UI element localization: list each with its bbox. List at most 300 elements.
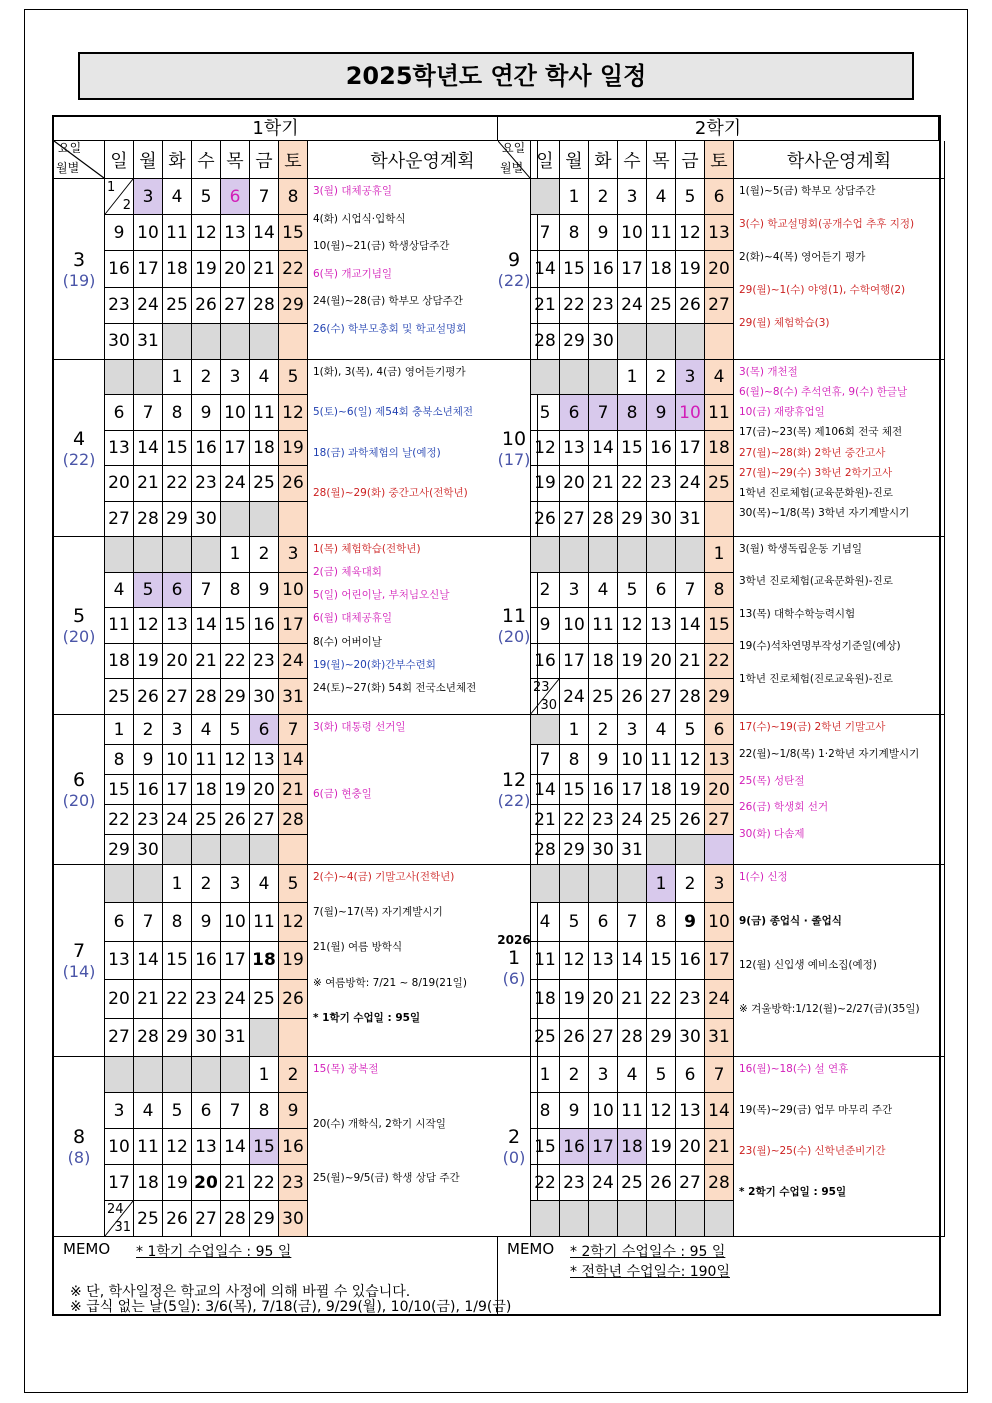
day-number: 19 [618, 644, 647, 680]
day-number: 25 [705, 466, 734, 501]
day-number: 24 [163, 805, 192, 835]
plan-notes [734, 715, 945, 865]
plan-note: 15(목) 광복절 [313, 1063, 379, 1075]
plan-note: 25(월)~9/5(금) 학생 상담 주간 [313, 1172, 460, 1185]
day-number: 3 [589, 1057, 618, 1093]
plan-note: 1(월)~5(금) 학부모 상담주간 [739, 185, 876, 197]
day-number: 19 [163, 1165, 192, 1201]
day-number [134, 360, 163, 395]
month-number: 8 [72, 1126, 86, 1148]
day-number: 29 [560, 835, 589, 865]
day-number [250, 835, 279, 865]
day-number: 18 [134, 1165, 163, 1201]
month-label [54, 1057, 105, 1237]
day-number: 27 [705, 805, 734, 835]
month-school-days: (0) [502, 1148, 526, 1167]
day-number: 21 [589, 466, 618, 501]
day-number: 3 [705, 865, 734, 903]
day-number [676, 324, 705, 360]
plan-note: ※ 겨울방학:1/12(월)~2/27(금)(35일) [739, 1003, 920, 1015]
day-number: 26 [279, 980, 308, 1018]
day-number: 16 [531, 644, 560, 680]
plan-note: 3(화) 대통령 선거일 [313, 721, 406, 733]
day-number: 16 [105, 251, 134, 287]
day-number: 11 [618, 1093, 647, 1129]
day-number: 19 [279, 431, 308, 466]
day-number: 2 [676, 865, 705, 903]
month-label [54, 715, 105, 865]
plan-note: 21(월) 여름 방학식 [313, 941, 403, 954]
day-number: 30 [589, 835, 618, 865]
day-number: 8 [560, 745, 589, 775]
plan-note: 19(수)석차연명부작성기준일(예상) [739, 640, 901, 653]
weekday-1: 월 [560, 141, 589, 179]
day-number: 15 [163, 431, 192, 466]
day-number: 30 [250, 679, 279, 715]
day-number [250, 502, 279, 537]
day-number [192, 537, 221, 573]
day-number [279, 835, 308, 865]
day-number [531, 715, 560, 745]
day-number: 14 [192, 608, 221, 644]
footnote-schedule-change: ※ 단, 학사일정은 학교의 사정에 의해 바뀔 수 있습니다. [70, 1284, 411, 1300]
day-number-part: 1 [107, 180, 116, 195]
day-number: 30 [589, 324, 618, 360]
plan-note: 25(목) 성탄절 [739, 774, 805, 787]
month-number: 5 [72, 605, 86, 627]
day-number: 24 [589, 1165, 618, 1201]
day-number: 1 [705, 537, 734, 573]
day-number: 18 [250, 431, 279, 466]
plan-note: 20(수) 개학식, 2학기 시작일 [313, 1117, 446, 1130]
day-number: 1 [647, 865, 676, 903]
weekday-2: 화 [163, 141, 192, 179]
day-number: 28 [676, 679, 705, 715]
day-number [589, 865, 618, 903]
day-number: 5 [192, 179, 221, 215]
day-number-part: 2 [122, 198, 131, 214]
day-number: 15 [560, 251, 589, 287]
plan-header: 학사운영계획 [308, 141, 538, 179]
plan-note: 17(금)~23(목) 제106회 전국 체전 [739, 426, 903, 439]
day-number: 9 [250, 573, 279, 609]
day-number: 8 [705, 573, 734, 609]
day-number: 22 [279, 251, 308, 287]
month-label [498, 1057, 531, 1237]
day-number [163, 537, 192, 573]
day-number: 20 [647, 644, 676, 680]
day-number: 13 [105, 942, 134, 980]
day-number: 4 [705, 360, 734, 395]
plan-note: 1(목) 체험학습(전학년) [313, 543, 421, 555]
day-number: 30 [192, 1019, 221, 1057]
day-number: 5 [560, 903, 589, 941]
day-number-part: 23 [533, 680, 550, 696]
day-number: 23 [105, 288, 134, 324]
day-number: 14 [134, 942, 163, 980]
day-number: 10 [279, 573, 308, 609]
semester-label: 1학기 [54, 117, 498, 141]
plan-note: 6(월)~8(수) 추석연휴, 9(수) 한글날 [739, 386, 908, 399]
day-number: 25 [250, 466, 279, 501]
day-number: 21 [618, 980, 647, 1018]
day-number: 1 [250, 1057, 279, 1093]
plan-note: 2(금) 체육대회 [313, 566, 382, 579]
plan-note: 26(금) 학생회 선거 [739, 801, 829, 814]
day-number: 13 [705, 745, 734, 775]
day-number: 5 [647, 1057, 676, 1093]
day-number [105, 537, 134, 573]
month-school-days: (8) [67, 1148, 91, 1167]
day-number: 11 [192, 745, 221, 775]
day-number [618, 324, 647, 360]
day-number [705, 835, 734, 865]
day-number [105, 865, 134, 903]
day-number: 19 [676, 251, 705, 287]
day-number [676, 1201, 705, 1237]
plan-note: 6(목) 개교기념일 [313, 267, 393, 280]
weekday-header-corner [498, 141, 531, 179]
month-number: 1 [507, 947, 521, 969]
plan-note: 3(월) 학생독립운동 기념일 [739, 543, 862, 555]
day-number: 28 [134, 502, 163, 537]
day-number: 27 [105, 502, 134, 537]
plan-note: 23(월)~25(수) 신학년준비기간 [739, 1145, 886, 1157]
day-number: 13 [705, 215, 734, 251]
day-number: 7 [221, 1093, 250, 1129]
day-number [192, 1057, 221, 1093]
day-number: 15 [647, 942, 676, 980]
day-number: 12 [531, 431, 560, 466]
day-number: 30 [105, 324, 134, 360]
day-number: 30 [192, 502, 221, 537]
day-number-part: 31 [114, 1220, 131, 1235]
weekday-2: 화 [589, 141, 618, 179]
month-school-days: (20) [62, 791, 96, 810]
day-number: 15 [221, 608, 250, 644]
day-number: 12 [192, 215, 221, 251]
month-number: 7 [72, 940, 86, 962]
day-number: 16 [192, 431, 221, 466]
plan-note: 24(토)~27(화) 54회 전국소년체전 [313, 681, 477, 694]
day-number: 26 [134, 679, 163, 715]
plan-note: 7(월)~17(목) 자기계발시기 [313, 906, 443, 919]
day-number: 1 [618, 360, 647, 395]
day-number: 20 [105, 980, 134, 1018]
plan-note: 1학년 진로체험(교육문화원)-진로 [739, 486, 893, 499]
day-number: 29 [618, 502, 647, 537]
day-number: 14 [531, 775, 560, 805]
day-number: 14 [618, 942, 647, 980]
day-number: 28 [250, 288, 279, 324]
month-label [498, 360, 531, 537]
day-number: 6 [192, 1093, 221, 1129]
footnote-no-lunch: ※ 급식 없는 날(5일): 3/6(목), 7/18(금), 9/29(월), 10/10(금), 1/9(금) [70, 1299, 512, 1315]
day-number: 10 [163, 745, 192, 775]
month-label [54, 865, 105, 1057]
day-number: 22 [250, 1165, 279, 1201]
day-number: 1 [560, 179, 589, 215]
day-number: 8 [163, 903, 192, 941]
plan-note: 2(화)~4(목) 영어듣기 평가 [739, 251, 866, 263]
day-number: 29 [221, 679, 250, 715]
day-number: 22 [647, 980, 676, 1018]
day-number: 29 [560, 324, 589, 360]
day-number: 20 [250, 775, 279, 805]
day-number [531, 1201, 560, 1237]
day-number: 14 [705, 1093, 734, 1129]
plan-note: 19(월)~20(화)간부수련회 [313, 658, 436, 671]
day-number: 20 [192, 1165, 221, 1201]
day-number: 19 [134, 644, 163, 680]
day-number: 9 [676, 903, 705, 941]
day-number: 27 [647, 679, 676, 715]
day-number: 7 [531, 215, 560, 251]
month-school-days: (20) [497, 627, 531, 646]
day-number: 25 [589, 679, 618, 715]
day-number [163, 1057, 192, 1093]
month-label [498, 865, 531, 1057]
day-number: 25 [618, 1165, 647, 1201]
corner-top: 요일 [502, 141, 526, 155]
day-number: 11 [163, 215, 192, 251]
day-number: 26 [163, 1201, 192, 1237]
plan-note: 10(금) 재량휴업일 [739, 406, 825, 419]
day-number: 27 [163, 679, 192, 715]
plan-note: 19(목)~29(금) 업무 마무리 주간 [739, 1104, 893, 1116]
day-number: 13 [560, 431, 589, 466]
day-number: 22 [705, 644, 734, 680]
weekday-3: 수 [618, 141, 647, 179]
day-number: 11 [105, 608, 134, 644]
month-school-days: (20) [62, 627, 96, 646]
day-number: 2 [531, 573, 560, 609]
month-school-days: (19) [62, 270, 96, 290]
day-number: 12 [676, 745, 705, 775]
day-number: 24 [279, 644, 308, 680]
day-number: 7 [589, 395, 618, 430]
day-number: 4 [250, 360, 279, 395]
day-number: 20 [560, 466, 589, 501]
plan-note: 17(수)~19(금) 2학년 기말고사 [739, 721, 886, 733]
day-number: 7 [279, 715, 308, 745]
day-number: 6 [560, 395, 589, 430]
day-number: 5 [676, 179, 705, 215]
day-number: 4 [647, 179, 676, 215]
day-number: 7 [134, 395, 163, 430]
month-label [498, 179, 531, 360]
day-number: 8 [221, 573, 250, 609]
day-number: 3 [560, 573, 589, 609]
day-number: 14 [250, 215, 279, 251]
day-cell [105, 179, 134, 215]
day-number: 12 [647, 1093, 676, 1129]
day-number: 24 [618, 805, 647, 835]
day-number: 13 [105, 431, 134, 466]
semester-label: 2학기 [498, 117, 939, 141]
day-number: 13 [676, 1093, 705, 1129]
month-label [54, 537, 105, 715]
day-number: 23 [134, 805, 163, 835]
day-number: 9 [192, 903, 221, 941]
day-number: 17 [279, 608, 308, 644]
day-number: 3 [163, 715, 192, 745]
day-number: 30 [676, 1019, 705, 1057]
day-number: 17 [221, 431, 250, 466]
day-number: 26 [676, 288, 705, 324]
day-number [531, 179, 560, 215]
day-number: 27 [589, 1019, 618, 1057]
plan-note: 3(목) 개천절 [739, 366, 798, 378]
day-number: 23 [250, 644, 279, 680]
day-number: 20 [105, 466, 134, 501]
day-number: 2 [560, 1057, 589, 1093]
plan-note: 28(월)~29(화) 중간고사(전학년) [313, 486, 468, 499]
day-number [560, 360, 589, 395]
day-number: 16 [589, 251, 618, 287]
day-number: 8 [618, 395, 647, 430]
day-number: 19 [676, 775, 705, 805]
day-number: 21 [250, 251, 279, 287]
plan-note: 1학년 진로체험(진로교육원)-진로 [739, 672, 893, 685]
day-number [192, 324, 221, 360]
day-number: 15 [618, 431, 647, 466]
day-number: 9 [105, 215, 134, 251]
day-number: 21 [192, 644, 221, 680]
plan-note: 5(토)~6(일) 제54회 충북소년체전 [313, 406, 474, 419]
day-number: 14 [221, 1129, 250, 1165]
day-number [647, 324, 676, 360]
day-number: 9 [560, 1093, 589, 1129]
day-number: 3 [676, 360, 705, 395]
plan-note: 8(수) 어버이날 [313, 635, 382, 648]
day-number: 26 [192, 288, 221, 324]
day-number: 10 [134, 215, 163, 251]
day-number: 15 [705, 608, 734, 644]
day-number [221, 502, 250, 537]
day-number: 2 [134, 715, 163, 745]
day-number: 23 [279, 1165, 308, 1201]
month-school-days: (22) [497, 270, 531, 290]
day-number: 18 [163, 251, 192, 287]
day-number: 31 [134, 324, 163, 360]
plan-note: 6(금) 현충일 [313, 788, 372, 800]
day-number: 16 [134, 775, 163, 805]
day-number [279, 502, 308, 537]
day-number: 29 [250, 1201, 279, 1237]
memo-semester1-days: * 1학기 수업일수 : 95 일 [136, 1244, 292, 1260]
day-number: 25 [105, 679, 134, 715]
day-number: 21 [676, 644, 705, 680]
day-number [221, 324, 250, 360]
memo-semester2-days: * 2학기 수업일수 : 95 일 [570, 1244, 726, 1260]
day-number [560, 865, 589, 903]
month-label [54, 179, 105, 360]
day-number: 22 [531, 1165, 560, 1201]
day-number: 30 [647, 502, 676, 537]
day-number: 6 [705, 179, 734, 215]
day-number: 29 [705, 679, 734, 715]
day-number: 21 [705, 1129, 734, 1165]
day-number: 19 [647, 1129, 676, 1165]
day-number: 23 [560, 1165, 589, 1201]
day-number: 12 [560, 942, 589, 980]
day-number: 18 [105, 644, 134, 680]
day-number: 19 [560, 980, 589, 1018]
day-number [250, 324, 279, 360]
day-number: 10 [676, 395, 705, 430]
weekday-3: 수 [192, 141, 221, 179]
day-number: 13 [221, 215, 250, 251]
month-number: 9 [507, 248, 521, 271]
month-school-days: (14) [62, 962, 96, 981]
day-number: 2 [192, 865, 221, 903]
day-number: 15 [279, 215, 308, 251]
month-number: 3 [72, 248, 86, 271]
day-number: 10 [560, 608, 589, 644]
day-number: 21 [531, 805, 560, 835]
month-number: 4 [72, 427, 86, 450]
day-number: 19 [192, 251, 221, 287]
day-number: 11 [589, 608, 618, 644]
day-number: 23 [647, 466, 676, 501]
corner-diagonal [498, 141, 530, 178]
weekday-5: 금 [676, 141, 705, 179]
day-number: 1 [105, 715, 134, 745]
day-number: 26 [647, 1165, 676, 1201]
day-number: 24 [560, 679, 589, 715]
day-number: 19 [221, 775, 250, 805]
day-number: 11 [705, 395, 734, 430]
day-number [163, 324, 192, 360]
day-number: 13 [647, 608, 676, 644]
day-number: 8 [560, 215, 589, 251]
day-number: 20 [705, 775, 734, 805]
day-number: 10 [705, 903, 734, 941]
day-number [250, 1019, 279, 1057]
day-number: 10 [105, 1129, 134, 1165]
day-number: 14 [279, 745, 308, 775]
day-number [560, 1201, 589, 1237]
day-number: 25 [647, 805, 676, 835]
day-number: 29 [647, 1019, 676, 1057]
day-number: 22 [221, 644, 250, 680]
day-number [134, 865, 163, 903]
day-number: 25 [134, 1201, 163, 1237]
day-number: 27 [676, 1165, 705, 1201]
day-number: 2 [589, 179, 618, 215]
weekday-1: 월 [134, 141, 163, 179]
day-number: 19 [279, 942, 308, 980]
day-number: 15 [560, 775, 589, 805]
day-number: 23 [192, 980, 221, 1018]
day-number: 7 [705, 1057, 734, 1093]
day-number: 3 [618, 179, 647, 215]
day-number: 15 [163, 942, 192, 980]
day-number: 9 [589, 745, 618, 775]
day-number: 12 [676, 215, 705, 251]
day-number: 17 [105, 1165, 134, 1201]
day-number: 30 [279, 1201, 308, 1237]
day-number: 1 [221, 537, 250, 573]
day-number: 4 [647, 715, 676, 745]
plan-note: 29(월)~1(수) 야영(1), 수학여행(2) [739, 284, 906, 296]
day-number: 22 [163, 980, 192, 1018]
day-number [705, 502, 734, 537]
day-number: 27 [221, 288, 250, 324]
day-number: 29 [163, 1019, 192, 1057]
day-number: 18 [589, 644, 618, 680]
